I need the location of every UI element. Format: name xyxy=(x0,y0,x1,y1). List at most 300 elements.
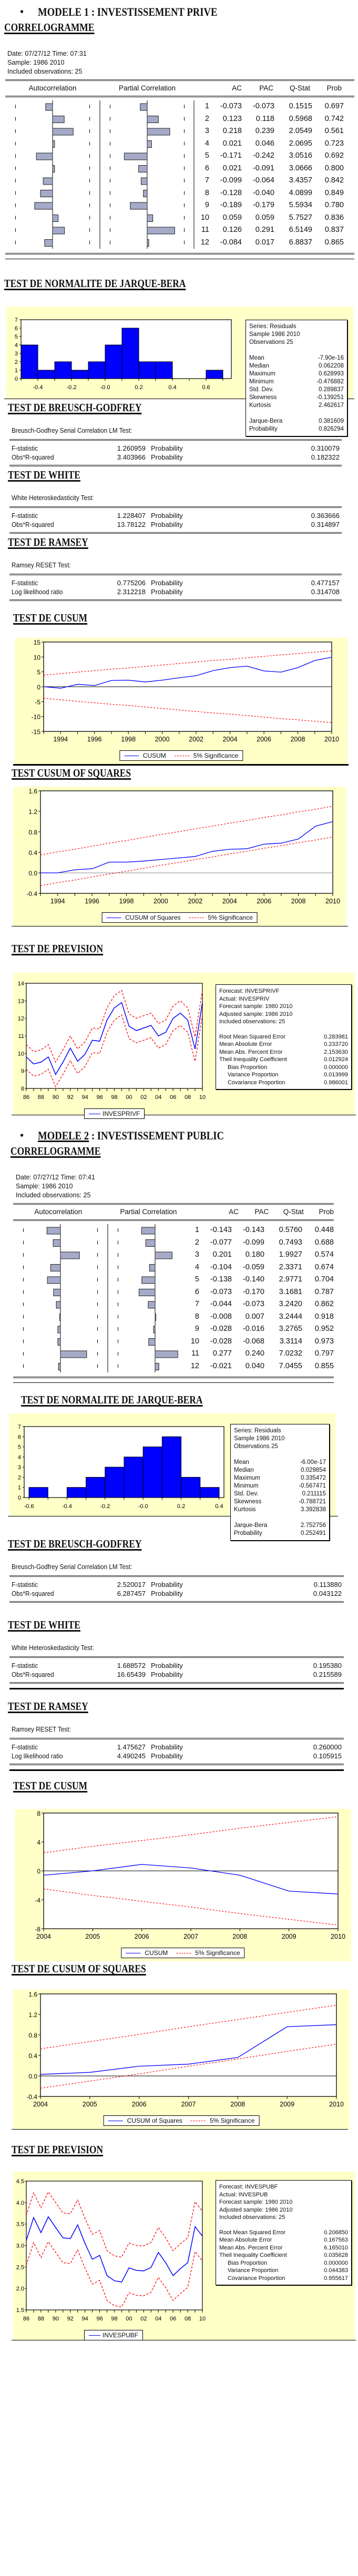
stat-label: Skewness xyxy=(234,1499,262,1505)
stat-label: F-statistic xyxy=(12,1743,38,1751)
ac-bar xyxy=(53,215,58,222)
pac-bar xyxy=(155,1351,178,1358)
ac-bar xyxy=(46,104,53,110)
x-tick-label: 0.2 xyxy=(177,1503,186,1510)
correlogram-body xyxy=(13,1221,334,1372)
y-tick-label: -10 xyxy=(31,713,40,721)
line-chart-svg xyxy=(15,638,347,764)
table-row xyxy=(195,125,344,138)
column-header: Autocorrelation xyxy=(34,1208,83,1216)
x-tick-label: 90 xyxy=(52,2316,59,2322)
correlogram-table xyxy=(5,79,354,259)
stat-row xyxy=(249,402,344,410)
cell-pac: 0.180 xyxy=(245,1250,264,1259)
cell-q: 4.0899 xyxy=(289,188,312,197)
cell-pac: 0.040 xyxy=(245,1361,264,1370)
histogram-bar xyxy=(21,345,38,379)
prob-value: 0.043122 xyxy=(313,1590,342,1597)
chart-legend xyxy=(104,2115,260,2126)
histogram-bar xyxy=(105,1467,124,1498)
y-tick-label: 6 xyxy=(17,1434,21,1441)
cell-pac: -0.016 xyxy=(242,1325,264,1333)
y-tick-label: -0.4 xyxy=(26,890,37,898)
y-tick-label: 11 xyxy=(18,1033,24,1040)
cell-p: 0.800 xyxy=(324,164,344,172)
section-heading-wrap xyxy=(0,942,358,958)
cell-q: 7.0232 xyxy=(279,1349,302,1358)
x-tick-label: 98 xyxy=(111,2316,118,2322)
cell-pac: 0.059 xyxy=(255,213,274,222)
pac-bar xyxy=(147,227,175,234)
column-header: PAC xyxy=(259,84,273,92)
prob-value: 0.314897 xyxy=(311,521,340,528)
test-caption: White Heteroskedasticity Test: xyxy=(12,1644,94,1652)
prob-value: 0.363666 xyxy=(311,512,340,520)
x-tick-label: 86 xyxy=(23,2316,30,2322)
cell-p: 0.842 xyxy=(324,176,344,185)
cell-ac: -0.084 xyxy=(220,238,242,247)
divider xyxy=(9,599,342,601)
stats-header-line: Actual: INVESPRIV xyxy=(219,995,270,1002)
cell-lag: 12 xyxy=(190,1361,199,1370)
divider xyxy=(9,1764,344,1765)
legend-series-label: CUSUM of Squares xyxy=(125,914,181,921)
ac-bar xyxy=(45,240,53,247)
y-tick-label: 3 xyxy=(17,1464,21,1471)
cell-q: 3.2444 xyxy=(279,1312,302,1321)
x-tick-label: 10 xyxy=(199,1094,206,1101)
section-heading-wrap xyxy=(0,1145,358,1160)
section-heading: CORRELOGRAMME xyxy=(4,21,95,34)
cell-ac: 0.021 xyxy=(222,164,242,172)
prob-value: 0.105915 xyxy=(313,1752,342,1760)
table-row xyxy=(185,1360,334,1373)
x-tick-label: 2000 xyxy=(155,736,170,743)
cell-lag: 6 xyxy=(195,1287,199,1296)
y-tick-label: 0.4 xyxy=(28,2052,37,2060)
pac-bar xyxy=(154,1326,155,1333)
stat-value: 0.000000 xyxy=(324,1064,348,1071)
ac-bar xyxy=(60,1351,87,1358)
divider xyxy=(12,2129,348,2130)
cell-p: 0.849 xyxy=(324,188,344,197)
section-heading-wrap xyxy=(0,1618,358,1634)
meta-line: Date: 07/27/12 Time: 07:31 xyxy=(7,50,87,57)
cell-lag: 3 xyxy=(195,1250,199,1259)
histogram-bar xyxy=(162,1437,181,1498)
stat-value: -0.567471 xyxy=(299,1483,326,1489)
x-tick-label: 2004 xyxy=(33,2101,48,2108)
legend-bound-label: 5% Significance xyxy=(195,1949,240,1957)
ramsey-test-table xyxy=(9,561,342,601)
x-tick-label: 0.6 xyxy=(202,384,210,391)
section-heading: TEST DE PREVISION xyxy=(12,942,104,955)
section-heading: TEST DE NORMALITE DE JARQUE-BERA xyxy=(21,1393,203,1406)
test-row xyxy=(12,520,340,529)
cell-ac: 0.123 xyxy=(222,114,242,123)
x-tick-label: 2006 xyxy=(257,898,272,905)
meta-line: Date: 07/27/12 Time: 07:41 xyxy=(16,1174,95,1181)
histogram-svg xyxy=(9,1413,236,1516)
stat-row xyxy=(249,362,344,370)
forecast-stats-box xyxy=(216,2180,352,2285)
stat-row xyxy=(219,1064,348,1072)
stat-value: 2.312218 xyxy=(117,588,146,596)
cell-q: 0.1515 xyxy=(289,102,312,110)
table-row xyxy=(185,1323,334,1336)
x-tick-label: 2009 xyxy=(281,1933,296,1940)
stat-value: 6.165010 xyxy=(324,2244,348,2251)
cell-ac: -0.044 xyxy=(210,1300,232,1308)
cell-ac: -0.008 xyxy=(210,1312,232,1321)
plot-area xyxy=(26,2181,202,2310)
model-1-section xyxy=(0,4,358,1115)
prob-value: 0.215589 xyxy=(313,1671,342,1678)
forecast-chart xyxy=(13,2172,355,2340)
histogram-stats-box xyxy=(230,1424,330,1541)
y-tick-label: 5 xyxy=(17,1444,21,1451)
histogram-chart xyxy=(9,1413,335,1536)
stat-value: 0.029854 xyxy=(301,1467,326,1473)
x-tick-label: -0.4 xyxy=(62,1503,72,1510)
table-row xyxy=(195,150,344,162)
cell-pac: 0.291 xyxy=(255,226,274,234)
breusch-test-table xyxy=(9,1563,344,1603)
prob-label: Probability xyxy=(151,521,183,528)
cell-q: 7.0455 xyxy=(279,1361,302,1370)
x-tick-label: 2010 xyxy=(324,736,339,743)
pac-bar xyxy=(124,153,147,160)
correlogram-values xyxy=(185,1224,334,1372)
model-title-text xyxy=(20,4,218,20)
prob-value: 0.260000 xyxy=(313,1743,342,1751)
document-page xyxy=(0,4,358,2340)
cell-ac: 0.021 xyxy=(222,139,242,148)
stat-value: 0.775206 xyxy=(117,579,146,587)
section-heading-wrap xyxy=(0,536,358,552)
x-tick-label: 2010 xyxy=(331,1933,345,1940)
table-row xyxy=(185,1261,334,1274)
column-header: AC xyxy=(229,1208,239,1216)
meta-line: Included observations: 25 xyxy=(16,1192,91,1199)
y-tick-label: 2 xyxy=(17,1474,21,1481)
stat-label: Log likelihood ratio xyxy=(12,588,63,596)
y-tick-label: 6 xyxy=(14,325,18,332)
histogram-bar xyxy=(86,1477,105,1498)
section-heading: TEST DE RAMSEY xyxy=(8,536,88,548)
stat-label: Maximum xyxy=(249,371,275,377)
stat-value: 0.044383 xyxy=(324,2267,348,2274)
prob-label: Probability xyxy=(151,444,183,452)
x-tick-label: 2004 xyxy=(222,736,238,743)
test-row xyxy=(12,1743,342,1752)
stat-label: Obs*R-squared xyxy=(12,1590,54,1597)
jb-row xyxy=(234,1530,326,1538)
legend-bound-label: 5% Significance xyxy=(209,2117,255,2124)
cell-ac: -0.077 xyxy=(210,1238,232,1247)
column-header: AC xyxy=(232,84,242,92)
ac-bar xyxy=(56,1301,60,1308)
stat-row xyxy=(249,394,344,402)
section-heading: TEST DE CUSUM xyxy=(13,612,88,624)
stats-header-line: Forecast sample: 1980 2010 xyxy=(219,2199,293,2205)
cell-lag: 10 xyxy=(200,213,209,222)
histogram-svg xyxy=(6,307,232,399)
forecast-legend xyxy=(84,1108,145,1119)
cell-ac: -0.104 xyxy=(210,1262,232,1271)
stat-value: 1.688572 xyxy=(117,1662,146,1669)
correlogram-table xyxy=(13,1203,334,1383)
stat-value: 0.012924 xyxy=(324,1056,348,1063)
test-caption: Breusch-Godfrey Serial Correlation LM Test: xyxy=(12,426,132,434)
stat-row xyxy=(219,2229,348,2237)
breusch-test-table xyxy=(9,426,342,466)
ac-bar xyxy=(58,1339,60,1346)
cell-p: 0.836 xyxy=(324,213,344,222)
x-tick-label: -0.0 xyxy=(100,384,110,391)
column-header: Autocorrelation xyxy=(28,84,77,92)
prob-label: Probability xyxy=(151,1743,183,1751)
cell-p: 0.697 xyxy=(324,102,344,110)
pac-bar xyxy=(147,141,151,148)
prob-value: 0.113880 xyxy=(313,1581,342,1589)
stats-header-line: Observations 25 xyxy=(234,1443,278,1450)
pac-bar xyxy=(146,1240,155,1247)
ac-bar xyxy=(53,141,55,148)
ramsey-test-table xyxy=(9,1725,344,1771)
chart-legend xyxy=(119,750,243,761)
divider xyxy=(9,532,342,534)
legend-label: INVESPUBF xyxy=(103,2331,139,2339)
ac-bar xyxy=(58,1363,60,1370)
y-tick-label: 4 xyxy=(14,342,18,349)
x-tick-label: 0.2 xyxy=(135,384,143,391)
stat-label: Variance Proportion xyxy=(228,2267,279,2274)
cell-ac: 0.201 xyxy=(212,1250,232,1259)
x-tick-label: 90 xyxy=(52,1094,59,1101)
stat-value: 0.955617 xyxy=(324,2275,348,2282)
ac-bar xyxy=(53,227,65,234)
cell-lag: 3 xyxy=(204,127,209,135)
cell-lag: 5 xyxy=(195,1275,199,1284)
cell-ac: 0.126 xyxy=(222,226,242,234)
histogram-bar xyxy=(122,328,139,379)
x-tick-label: 94 xyxy=(81,1094,88,1101)
cell-q: 3.2765 xyxy=(279,1325,302,1333)
table-row xyxy=(185,1286,334,1299)
section-heading: CORRELOGRAMME xyxy=(11,1145,101,1157)
stats-header-line: Included observations: 25 xyxy=(219,2214,285,2221)
y-tick-label: 10 xyxy=(17,1051,24,1057)
y-tick-label: 4 xyxy=(17,1454,21,1461)
divider xyxy=(9,465,342,466)
ac-bar xyxy=(47,1277,60,1284)
column-header: Q-Stat xyxy=(289,84,310,92)
section-heading-wrap xyxy=(0,469,358,484)
table-row xyxy=(185,1237,334,1249)
cell-q: 5.7527 xyxy=(289,213,312,222)
table-row xyxy=(195,212,344,225)
y-tick-label: -15 xyxy=(31,728,40,736)
cell-ac: -0.143 xyxy=(210,1226,232,1234)
pac-bar xyxy=(149,1265,155,1271)
test-caption: Ramsey RESET Test: xyxy=(12,1725,71,1733)
cell-lag: 2 xyxy=(195,1238,199,1247)
cell-q: 2.9771 xyxy=(279,1275,302,1284)
stat-value: 2.752756 xyxy=(301,1522,326,1529)
stat-row xyxy=(219,1033,348,1041)
histogram-bar xyxy=(206,370,223,379)
histogram-bar xyxy=(200,1488,219,1498)
cusum-chart xyxy=(15,1809,351,1961)
stats-header-line: Forecast sample: 1980 2010 xyxy=(219,1003,293,1010)
ac-bar xyxy=(53,1240,60,1247)
prob-label: Probability xyxy=(151,1752,183,1760)
x-tick-label: 2008 xyxy=(232,1933,248,1940)
section-heading-wrap xyxy=(0,1393,358,1409)
section-heading-wrap xyxy=(0,1962,358,1978)
test-caption: White Heteroskedasticity Test: xyxy=(12,494,94,502)
prob-label: Probability xyxy=(151,1590,183,1597)
ac-bar xyxy=(36,153,53,160)
cell-pac: -0.170 xyxy=(242,1287,264,1296)
prob-label: Probability xyxy=(151,453,183,461)
stat-label: Mean Abs. Percent Error xyxy=(219,1048,283,1055)
column-header: Prob xyxy=(319,1208,334,1216)
stats-header-line: Sample 1986 2010 xyxy=(234,1435,285,1442)
x-tick-label: 2004 xyxy=(36,1933,51,1940)
stat-value: 2.520017 xyxy=(117,1581,146,1589)
model-title-text xyxy=(20,1128,224,1144)
section-heading-wrap xyxy=(0,767,358,782)
cell-lag: 7 xyxy=(195,1300,199,1308)
y-tick-label: 3.5 xyxy=(16,2221,24,2228)
histogram-bar xyxy=(143,1447,162,1498)
x-tick-label: 2007 xyxy=(183,1933,198,1940)
cell-ac: -0.028 xyxy=(210,1325,232,1333)
stat-value: 13.78122 xyxy=(117,521,146,528)
cell-lag: 10 xyxy=(190,1337,199,1346)
legend-series-label: CUSUM xyxy=(145,1949,168,1957)
histogram-bar xyxy=(88,362,105,379)
correlogram-values xyxy=(195,100,344,249)
cell-p: 0.692 xyxy=(324,151,344,160)
legend-bound-label: 5% Significance xyxy=(193,752,239,759)
cell-ac: 0.277 xyxy=(212,1349,232,1358)
stat-value: 0.289837 xyxy=(319,386,344,393)
column-header: Partial Correlation xyxy=(120,1208,177,1216)
y-tick-label: 1 xyxy=(14,368,18,374)
histogram-bar xyxy=(67,1488,86,1498)
test-row xyxy=(12,587,340,596)
pac-bar xyxy=(148,1301,155,1308)
cell-q: 2.0695 xyxy=(289,139,312,148)
histogram-bar xyxy=(29,1488,48,1498)
pac-bar xyxy=(142,1277,155,1284)
stats-header-line: Adjusted sample: 1986 2010 xyxy=(219,1011,293,1017)
model-title-prefix: MODELE 1 xyxy=(38,5,89,18)
prob-label: Probability xyxy=(151,1581,183,1589)
cell-pac: -0.091 xyxy=(252,164,274,172)
pac-bar xyxy=(155,1252,172,1259)
stat-label: Variance Proportion xyxy=(228,1072,279,1078)
ac-bar xyxy=(47,1227,60,1234)
section-heading-wrap xyxy=(0,277,358,293)
stat-value: 0.233720 xyxy=(324,1041,348,1047)
cell-lag: 11 xyxy=(191,1349,199,1358)
ac-bar xyxy=(43,178,53,185)
stat-row xyxy=(234,1467,326,1474)
stat-label: Skewness xyxy=(249,394,277,401)
pac-bar xyxy=(147,116,158,123)
x-tick-label: 00 xyxy=(126,2316,132,2322)
cell-pac: 0.240 xyxy=(245,1349,264,1358)
y-tick-label: 7 xyxy=(17,1424,21,1430)
stat-label: F-statistic xyxy=(12,444,38,452)
cell-q: 3.3114 xyxy=(279,1337,302,1346)
stats-header-line: Forecast: INVESPUBF xyxy=(219,2184,278,2190)
y-tick-label: 4 xyxy=(37,1839,40,1846)
stat-row xyxy=(219,1079,348,1087)
stat-row xyxy=(234,1459,326,1467)
divider xyxy=(9,1769,344,1771)
stat-row xyxy=(249,370,344,378)
x-tick-label: 02 xyxy=(140,1094,147,1101)
stat-value: 0.206850 xyxy=(324,2229,348,2236)
cell-ac: -0.021 xyxy=(210,1361,232,1370)
stats-header-line: Series: Residuals xyxy=(234,1428,281,1434)
stat-row xyxy=(249,354,344,362)
cell-q: 6.8837 xyxy=(289,238,312,247)
stats-header-line: Forecast: INVESPRIVF xyxy=(219,988,280,994)
divider xyxy=(13,1382,334,1383)
x-tick-label: 1994 xyxy=(53,736,68,743)
model-title-prefix: MODELE 2 xyxy=(38,1129,89,1142)
ac-bar xyxy=(53,116,64,123)
model-title xyxy=(0,4,358,20)
chart-legend xyxy=(101,912,258,923)
stat-row xyxy=(234,1482,326,1490)
x-tick-label: -0.0 xyxy=(138,1503,148,1510)
x-tick-label: 02 xyxy=(140,2316,147,2322)
ac-bar xyxy=(53,166,55,172)
divider xyxy=(9,1688,344,1689)
cell-ac: -0.171 xyxy=(220,151,242,160)
cell-lag: 4 xyxy=(195,1262,199,1271)
histogram-bar xyxy=(55,362,71,379)
prob-label: Probability xyxy=(151,1671,183,1678)
stat-row xyxy=(219,2275,348,2283)
stat-label: Probability xyxy=(234,1530,262,1536)
stat-label: Root Mean Squared Error xyxy=(219,2229,285,2236)
ac-bar xyxy=(60,1252,79,1259)
cell-q: 3.4357 xyxy=(289,176,312,185)
stat-label: Covariance Proportion xyxy=(228,2275,285,2282)
stat-row xyxy=(234,1474,326,1482)
stat-row xyxy=(234,1506,326,1514)
y-tick-label: 1.5 xyxy=(16,2307,24,2314)
table-row xyxy=(195,162,344,175)
stats-header-line: Actual: INVESPUB xyxy=(219,2191,268,2198)
pac-bar xyxy=(149,1339,155,1346)
cell-pac: 0.239 xyxy=(255,127,274,135)
forecast-chart xyxy=(13,973,355,1115)
section-heading: TEST DE BREUSCH-GODFREY xyxy=(8,1538,142,1550)
cell-p: 0.674 xyxy=(314,1262,334,1271)
x-tick-label: 2000 xyxy=(154,898,168,905)
stat-label: Mean Absolute Error xyxy=(219,2237,272,2243)
cell-p: 0.865 xyxy=(324,238,344,247)
